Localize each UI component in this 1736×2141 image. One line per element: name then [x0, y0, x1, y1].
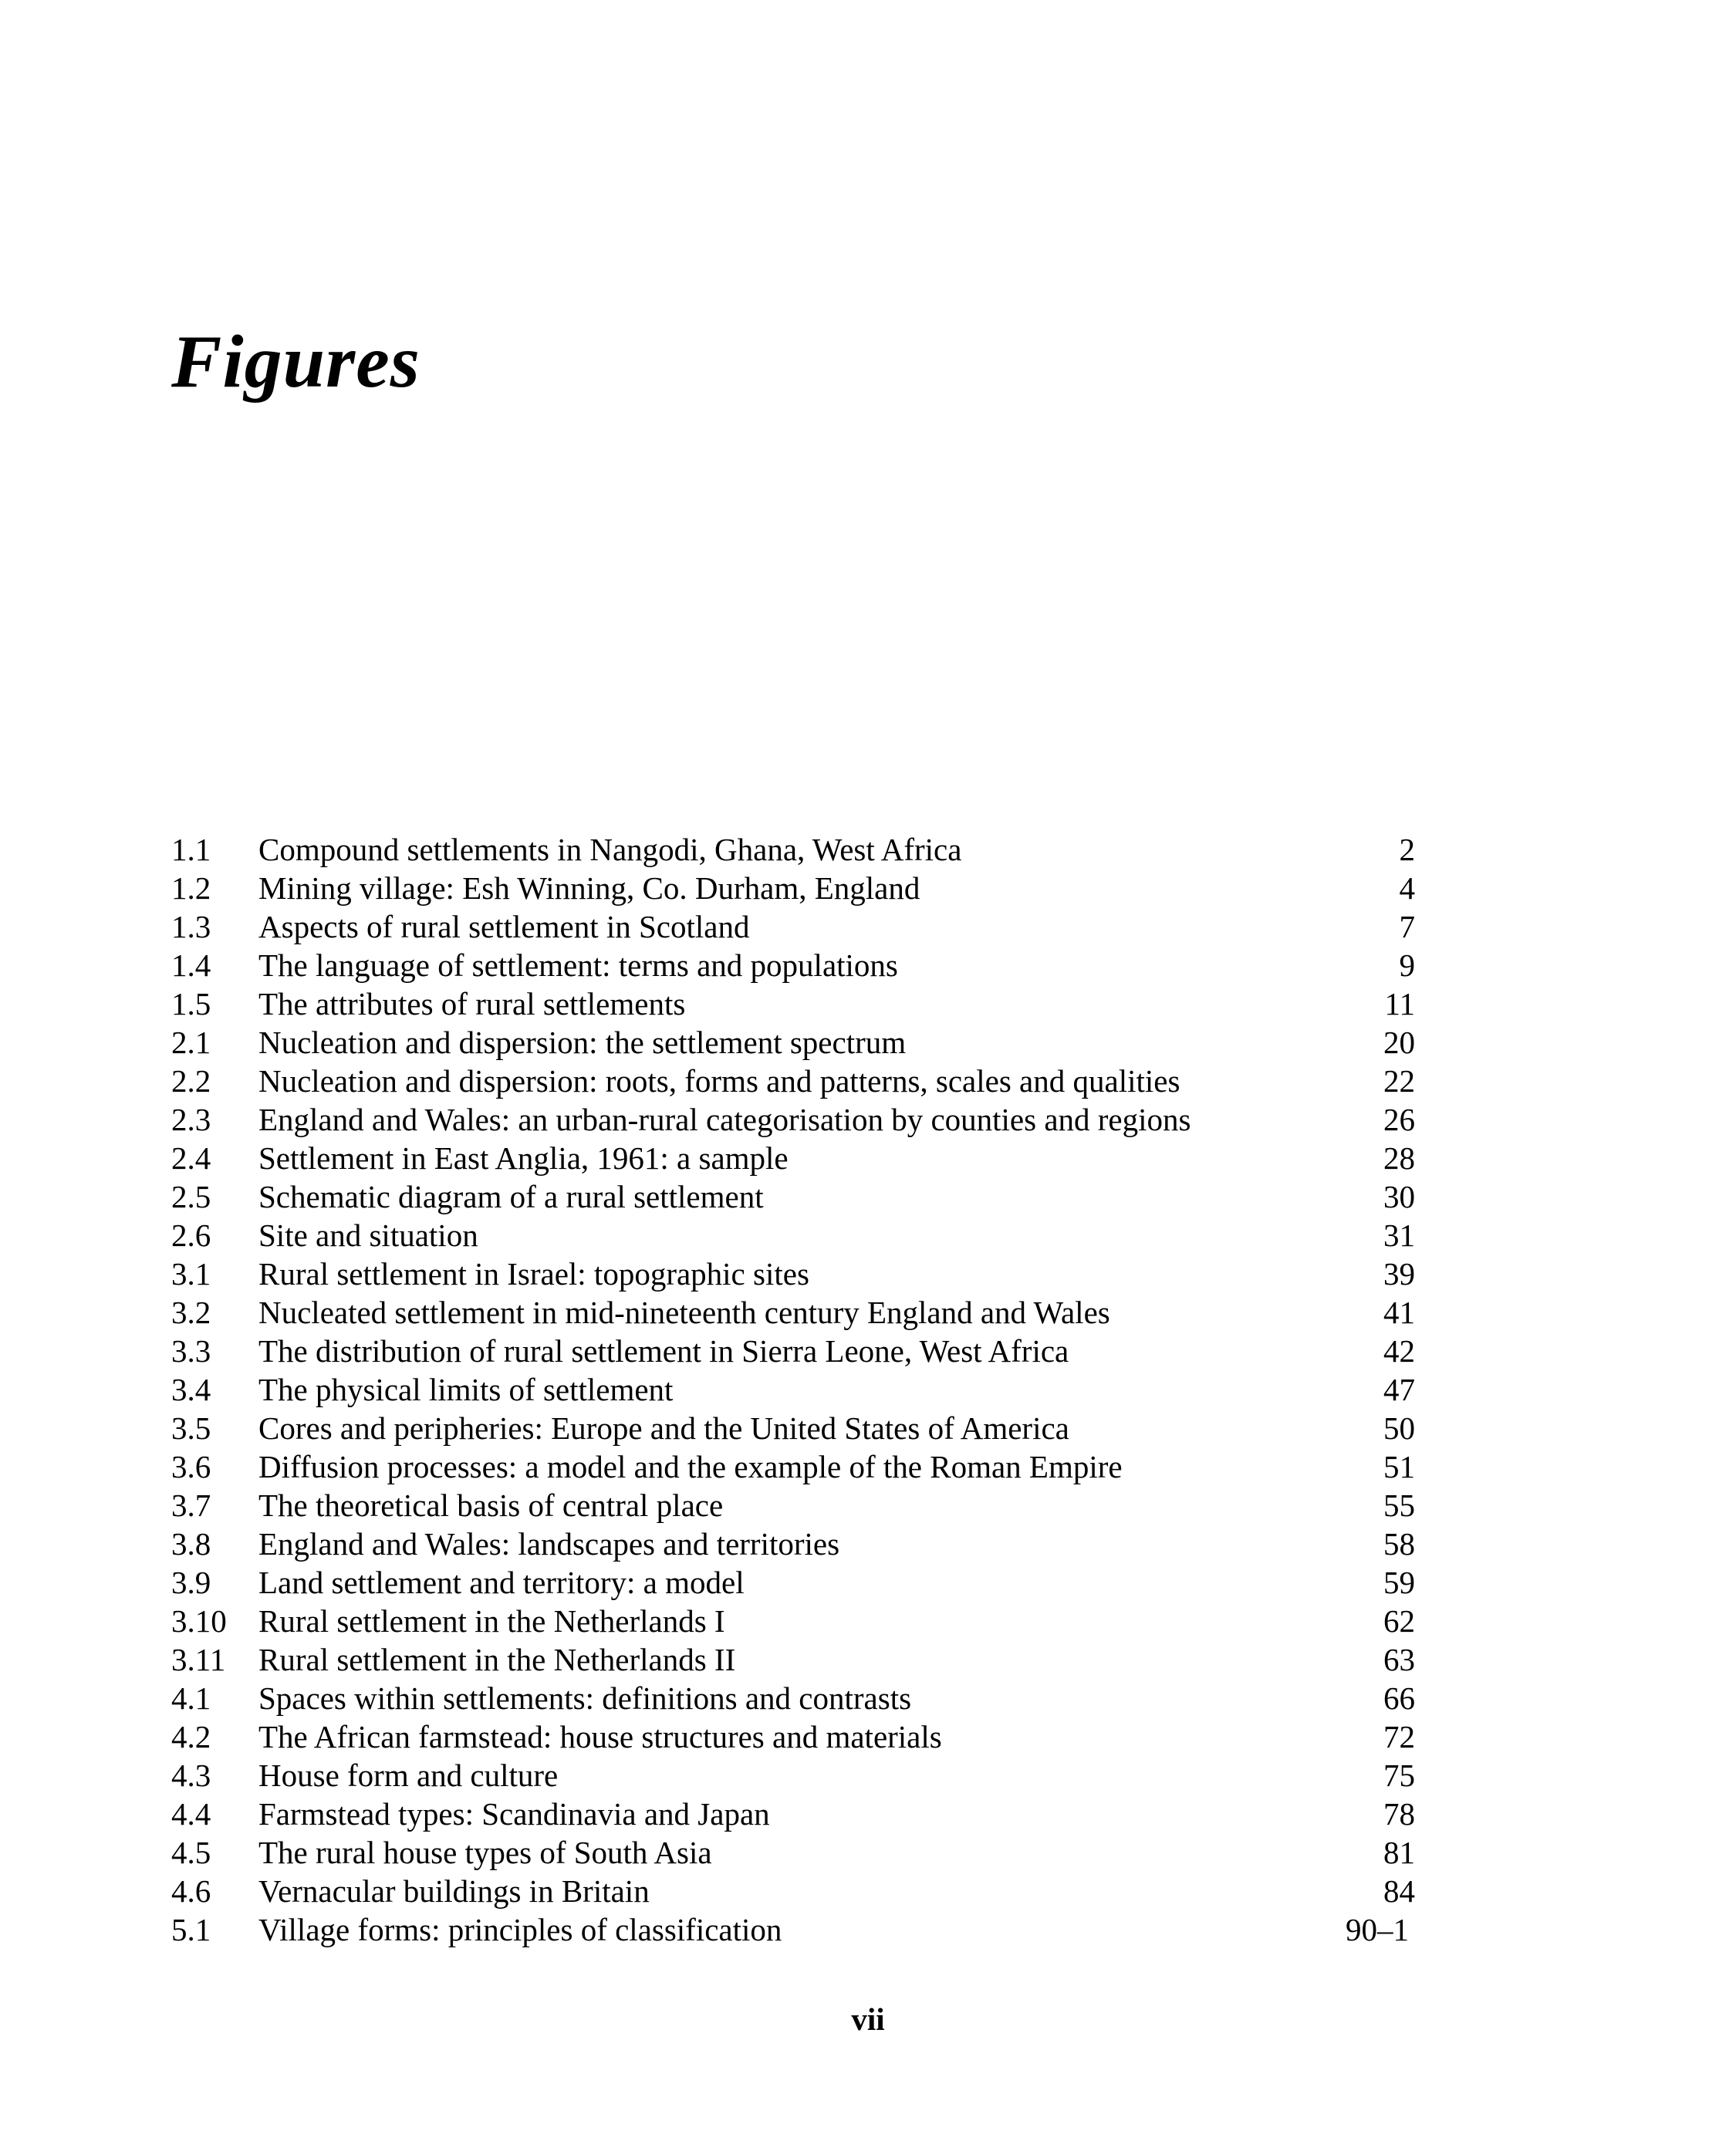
figure-page: 39	[1383, 1256, 1415, 1292]
figure-page: 50	[1383, 1410, 1415, 1446]
list-item	[171, 1525, 1421, 1563]
figure-title: Farmstead types: Scandinavia and Japan	[258, 1796, 770, 1832]
list-item	[171, 1370, 1421, 1409]
figure-number: 4.5	[171, 1835, 211, 1870]
list-item	[171, 1023, 1421, 1062]
list-item	[171, 1447, 1421, 1486]
list-item	[171, 1062, 1421, 1100]
figure-title: Aspects of rural settlement in Scotland	[258, 909, 750, 944]
figure-page: 78	[1383, 1796, 1415, 1832]
figure-number: 2.6	[171, 1217, 211, 1253]
figure-page: 7	[1399, 909, 1415, 944]
figure-page: 66	[1383, 1680, 1415, 1716]
list-item	[171, 1717, 1421, 1756]
figure-number: 1.5	[171, 986, 211, 1022]
figure-title: Settlement in East Anglia, 1961: a sample	[258, 1140, 789, 1176]
page-number: vii	[851, 2001, 885, 2037]
figure-title: England and Wales: an urban-rural categorisation by counties and regions	[258, 1102, 1191, 1137]
figure-number: 3.6	[171, 1449, 211, 1484]
list-item	[171, 1100, 1421, 1139]
list-item	[171, 1293, 1421, 1332]
list-item	[171, 1177, 1421, 1216]
list-item	[171, 1602, 1421, 1640]
figure-page: 59	[1383, 1565, 1415, 1600]
figure-number: 3.7	[171, 1488, 211, 1523]
list-item	[171, 1910, 1421, 1949]
figure-title: Site and situation	[258, 1217, 478, 1253]
figure-page: 90–1	[1346, 1912, 1409, 1947]
figure-number: 1.2	[171, 870, 211, 906]
list-item	[171, 1409, 1421, 1447]
figure-title: Diffusion processes: a model and the example of the Roman Empire	[258, 1449, 1123, 1484]
list-item	[171, 946, 1421, 984]
list-item	[171, 1139, 1421, 1177]
list-item	[171, 1332, 1421, 1370]
figure-page: 47	[1383, 1372, 1415, 1407]
figure-title: Compound settlements in Nangodi, Ghana, West Africa	[258, 832, 962, 867]
figure-number: 2.4	[171, 1140, 211, 1176]
figure-page: 42	[1383, 1333, 1415, 1369]
figure-number: 4.6	[171, 1873, 211, 1909]
figure-title: Rural settlement in Israel: topographic sites	[258, 1256, 809, 1292]
figure-title: Nucleation and dispersion: the settlement spectrum	[258, 1025, 907, 1060]
figure-title: The theoretical basis of central place	[258, 1488, 724, 1523]
figure-page: 20	[1383, 1025, 1415, 1060]
figure-page: 55	[1383, 1488, 1415, 1523]
figure-number: 3.11	[171, 1642, 226, 1677]
figure-title: The rural house types of South Asia	[258, 1835, 712, 1870]
list-item	[171, 1640, 1421, 1679]
figure-number: 1.1	[171, 832, 211, 867]
list-item	[171, 1216, 1421, 1255]
figure-number: 4.2	[171, 1719, 211, 1754]
figure-page: 11	[1384, 986, 1415, 1022]
list-item	[171, 1563, 1421, 1602]
figure-number: 4.3	[171, 1758, 211, 1793]
figure-title: Rural settlement in the Netherlands I	[258, 1603, 725, 1639]
figure-page: 81	[1383, 1835, 1415, 1870]
page-title: Figures	[171, 320, 420, 404]
figure-number: 4.4	[171, 1796, 211, 1832]
figure-number: 2.3	[171, 1102, 211, 1137]
list-item	[171, 1756, 1421, 1795]
figure-title: Cores and peripheries: Europe and the United States of America	[258, 1410, 1069, 1446]
list-item	[171, 1872, 1421, 1910]
figure-page: 62	[1383, 1603, 1415, 1639]
figure-page: 75	[1383, 1758, 1415, 1793]
figure-title: Mining village: Esh Winning, Co. Durham, England	[258, 870, 920, 906]
figure-number: 2.5	[171, 1179, 211, 1214]
figure-title: The language of settlement: terms and populations	[258, 947, 898, 983]
figure-page: 31	[1383, 1217, 1415, 1253]
figure-number: 3.4	[171, 1372, 211, 1407]
figure-page: 2	[1399, 832, 1415, 867]
figure-title: The physical limits of settlement	[258, 1372, 674, 1407]
figure-number: 1.3	[171, 909, 211, 944]
list-item	[171, 1255, 1421, 1293]
figure-title: The African farmstead: house structures and materials	[258, 1719, 942, 1754]
figure-number: 3.1	[171, 1256, 211, 1292]
figure-list	[171, 830, 1421, 1949]
list-item	[171, 869, 1421, 907]
list-item	[171, 907, 1421, 946]
figure-title: Nucleation and dispersion: roots, forms and patterns, scales and qualities	[258, 1063, 1180, 1099]
figure-number: 3.9	[171, 1565, 211, 1600]
list-item	[171, 984, 1421, 1023]
figure-number: 3.5	[171, 1410, 211, 1446]
figure-page: 30	[1383, 1179, 1415, 1214]
figure-number: 3.10	[171, 1603, 227, 1639]
figure-title: Nucleated settlement in mid-nineteenth century England and Wales	[258, 1295, 1110, 1330]
figure-number: 3.8	[171, 1526, 211, 1562]
figure-title: Village forms: principles of classification	[258, 1912, 782, 1947]
figure-page: 63	[1383, 1642, 1415, 1677]
figure-title: The attributes of rural settlements	[258, 986, 686, 1022]
figure-title: Rural settlement in the Netherlands II	[258, 1642, 736, 1677]
list-item	[171, 1833, 1421, 1872]
figure-title: Spaces within settlements: definitions and contrasts	[258, 1680, 912, 1716]
figure-title: The distribution of rural settlement in Sierra Leone, West Africa	[258, 1333, 1069, 1369]
figure-page: 22	[1383, 1063, 1415, 1099]
figure-page: 58	[1383, 1526, 1415, 1562]
figure-number: 5.1	[171, 1912, 211, 1947]
list-item	[171, 830, 1421, 869]
figure-number: 1.4	[171, 947, 211, 983]
figure-page: 4	[1399, 870, 1415, 906]
list-item	[171, 1679, 1421, 1717]
figure-title: Land settlement and territory: a model	[258, 1565, 745, 1600]
figure-page: 84	[1383, 1873, 1415, 1909]
figure-page: 28	[1383, 1140, 1415, 1176]
figure-number: 4.1	[171, 1680, 211, 1716]
figure-number: 3.2	[171, 1295, 211, 1330]
list-item	[171, 1795, 1421, 1833]
figure-number: 2.2	[171, 1063, 211, 1099]
figure-page: 9	[1399, 947, 1415, 983]
figure-page: 41	[1383, 1295, 1415, 1330]
figure-number: 3.3	[171, 1333, 211, 1369]
figure-title: Vernacular buildings in Britain	[258, 1873, 650, 1909]
figure-title: House form and culture	[258, 1758, 559, 1793]
figure-page: 51	[1383, 1449, 1415, 1484]
figure-number: 2.1	[171, 1025, 211, 1060]
list-item	[171, 1486, 1421, 1525]
figure-title: England and Wales: landscapes and territories	[258, 1526, 840, 1562]
figure-title: Schematic diagram of a rural settlement	[258, 1179, 764, 1214]
figure-page: 72	[1383, 1719, 1415, 1754]
figure-page: 26	[1383, 1102, 1415, 1137]
